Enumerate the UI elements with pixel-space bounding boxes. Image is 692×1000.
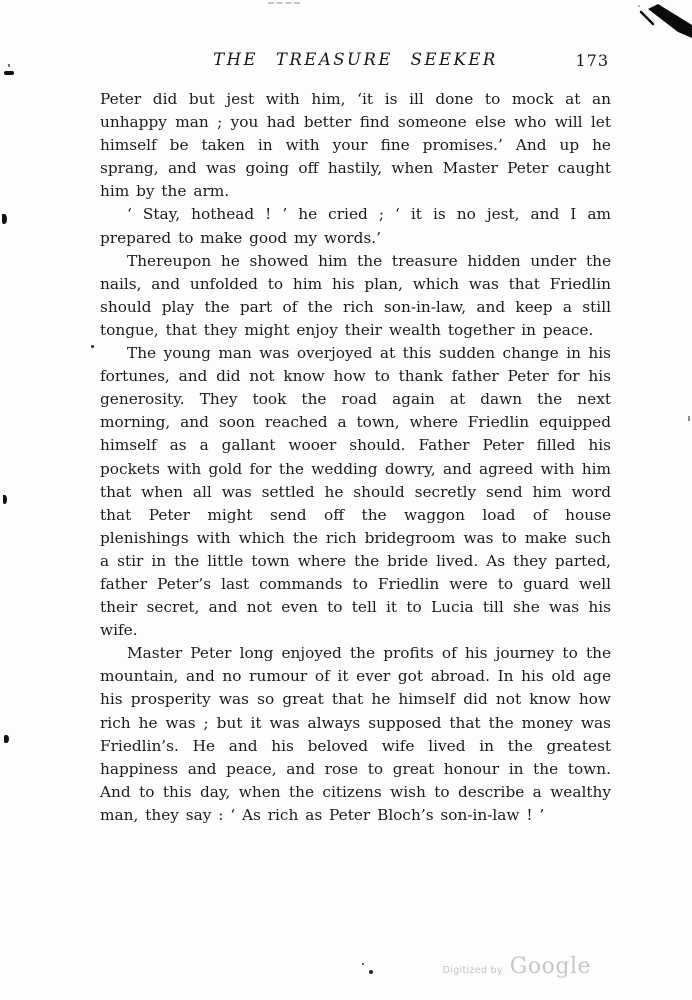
pen-stroke-mark: [620, 0, 692, 42]
paragraph: Thereupon he showed him the treasure hidden under the nails, and unfolded to him his plan, which was that Friedlin should play the part of the rich son-in-law, and keep a still tongue, that they might enjoy their wealth together in peace.: [100, 251, 611, 339]
right-margin-speck: [688, 416, 690, 421]
margin-ink-mark: [4, 71, 14, 75]
watermark-prefix-label: Digitized by: [442, 965, 503, 976]
paragraph: Peter did but jest with him, ‘it is ill done to mock at an unhappy man ; you had better find someone else who will let himself be taken in with your fine promises.’ And up he sprang, and was going off hastily, when Master Peter caught him by the arm.: [100, 90, 611, 201]
margin-comma-mark: [2, 214, 7, 224]
margin-speck-icon: [8, 64, 10, 67]
google-logo: Google: [509, 954, 591, 979]
page-header: [100, 50, 611, 74]
running-title: THE TREASURE SEEKER: [213, 50, 498, 69]
margin-comma-mark: [4, 735, 9, 743]
margin-comma-mark: [3, 495, 7, 504]
paragraph: Master Peter long enjoyed the profits of his journey to the mountain, and no rumour of it ever got abroad. In his old age his prosperity was so great that he himself did not know how rich he was ; but it was always supposed that the money was Friedlin’s. He and his beloved wife lived in the greatest happiness and peace, and rose to great honour in the town. And to this day, when the citizens wish to describe a wealthy man, they say : ‘ As rich as Peter Bloch’s son-in-law ! ’: [100, 644, 611, 824]
bottom-speck-small: [362, 963, 364, 965]
top-edge-dash-mark: [268, 2, 300, 4]
paragraph: The young man was overjoyed at this sudden change in his fortunes, and did not know how to thank father Peter for his generosity. They took the road again at dawn the next morning, and soon reached a town, where Friedlin equipped himself as a gallant wooer should. Father Peter filled his pockets with gold for the wedding dowry, and agreed with him that when all was settled he should secretly send him word that Peter might send off the waggon load of house plenishings with which the rich bridegroom was to make such a stir in the little town where the bride lived. As they parted, father Peter’s last commands to Friedlin were to guard well their secret, and not even to tell it to Lucia till she was his wife.: [100, 344, 611, 640]
margin-dot-mark: [91, 345, 94, 348]
story-text-block: [100, 88, 611, 827]
digitized-watermark: [443, 954, 591, 979]
page-number: 173: [575, 51, 609, 70]
paragraph: ‘ Stay, hothead ! ’ he cried ; ‘ it is no jest, and I am prepared to make good my words.’: [100, 205, 611, 247]
bottom-speck-large: [369, 970, 373, 974]
